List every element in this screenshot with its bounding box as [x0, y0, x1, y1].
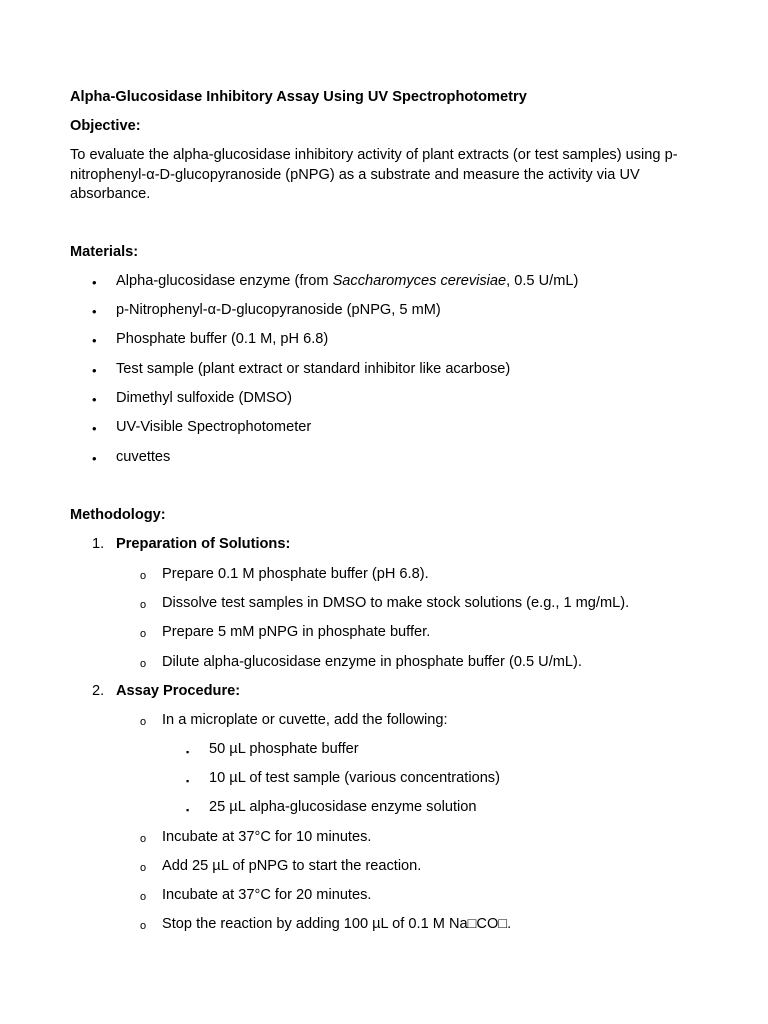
list-subitem: 50 µL phosphate buffer [209, 741, 359, 757]
list-item: Prepare 0.1 M phosphate buffer (pH 6.8). [162, 566, 429, 582]
circle-marker: o [140, 862, 147, 874]
circle-marker: o [140, 658, 147, 670]
square-marker: ▪ [186, 747, 190, 757]
bullet-marker: • [92, 304, 97, 319]
circle-marker: o [140, 570, 147, 582]
bullet-marker: • [92, 275, 97, 290]
list-item: Add 25 µL of pNPG to start the reaction. [162, 858, 422, 874]
materials-heading: Materials: [70, 244, 139, 260]
step-title: Preparation of Solutions: [116, 536, 291, 552]
list-item: In a microplate or cuvette, add the following: [162, 712, 448, 728]
circle-marker: o [140, 891, 147, 903]
list-item: Test sample (plant extract or standard inhibitor like acarbose) [116, 361, 511, 377]
list-item: Dissolve test samples in DMSO to make stock solutions (e.g., 1 mg/mL). [162, 595, 630, 611]
circle-marker: o [140, 599, 147, 611]
list-item: Incubate at 37°C for 20 minutes. [162, 887, 372, 903]
step-number: 1. [92, 536, 105, 552]
list-item: Stop the reaction by adding 100 µL of 0.1 M Na□CO□. [162, 916, 512, 932]
circle-marker: o [140, 920, 147, 932]
document-title: Alpha-Glucosidase Inhibitory Assay Using UV Spectrophotometry [70, 89, 527, 105]
step-title: Assay Procedure: [116, 683, 241, 699]
circle-marker: o [140, 833, 147, 845]
bullet-marker: • [92, 421, 97, 436]
bullet-marker: • [92, 451, 97, 466]
bullet-marker: • [92, 333, 97, 348]
methodology-heading: Methodology: [70, 507, 166, 523]
step-number: 2. [92, 683, 105, 699]
objective-heading: Objective: [70, 118, 141, 134]
list-item: p-Nitrophenyl-α-D-glucopyranoside (pNPG, 5 mM) [116, 302, 441, 318]
square-marker: ▪ [186, 805, 190, 815]
circle-marker: o [140, 628, 147, 640]
list-item: UV-Visible Spectrophotometer [116, 419, 312, 435]
bullet-marker: • [92, 392, 97, 407]
list-item: Phosphate buffer (0.1 M, pH 6.8) [116, 331, 329, 347]
list-item: Dilute alpha-glucosidase enzyme in phosphate buffer (0.5 U/mL). [162, 654, 582, 670]
circle-marker: o [140, 716, 147, 728]
bullet-marker: • [92, 363, 97, 378]
square-marker: ▪ [186, 776, 190, 786]
list-item: Dimethyl sulfoxide (DMSO) [116, 390, 292, 406]
objective-paragraph: To evaluate the alpha-glucosidase inhibitory activity of plant extracts (or test samples) using p-nitrophenyl-α-D-glucopyranoside (pNPG) as a substrate and measure the activity via UV absorbance. [70, 147, 678, 202]
list-subitem: 25 µL alpha-glucosidase enzyme solution [209, 799, 477, 815]
list-item: Prepare 5 mM pNPG in phosphate buffer. [162, 624, 431, 640]
list-item: cuvettes [116, 449, 171, 465]
list-subitem: 10 µL of test sample (various concentrations) [209, 770, 500, 786]
list-item: Alpha-glucosidase enzyme (from Saccharomyces cerevisiae, 0.5 U/mL) [116, 273, 579, 289]
list-item: Incubate at 37°C for 10 minutes. [162, 829, 372, 845]
